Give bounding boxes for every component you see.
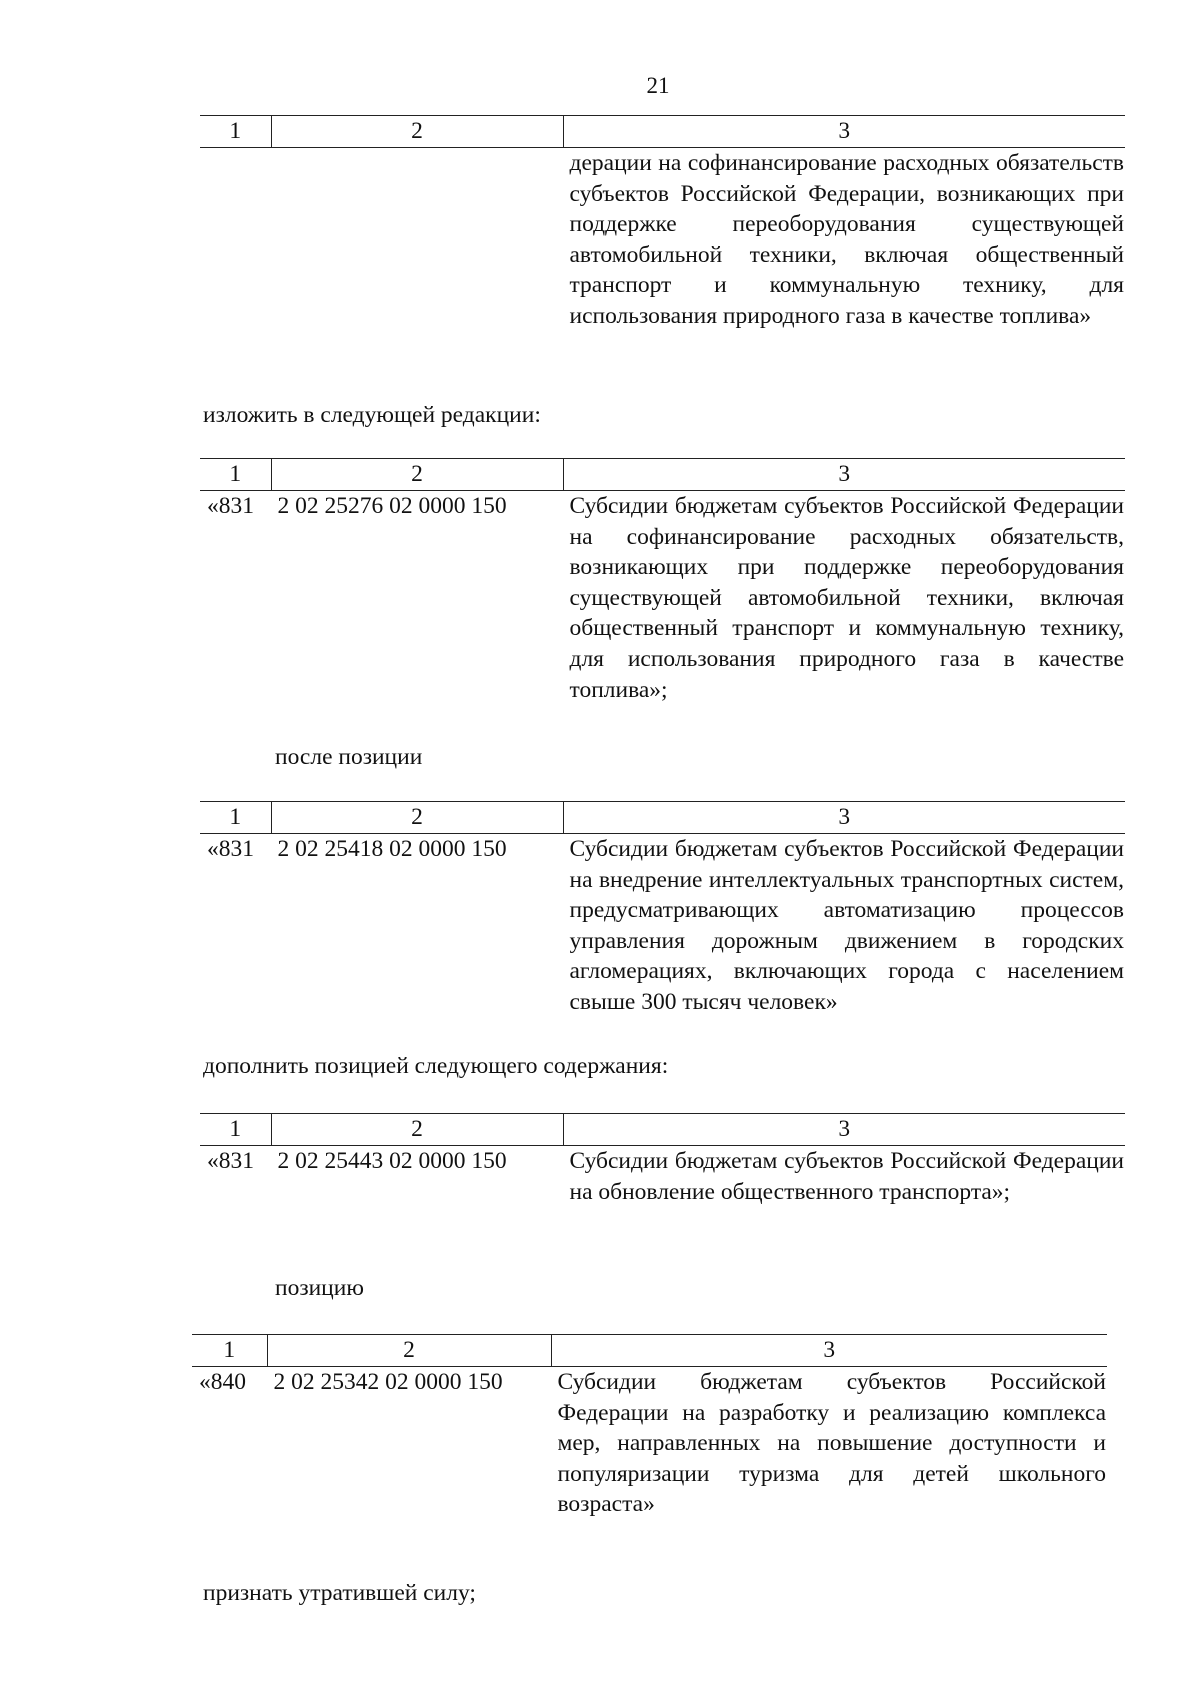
description-cell: дерации на софинансирование расходных обязательств субъектов Российской Федерации, возникающих при поддержке переоборудования существующей автомобильной техники, включая общественный транспорт и коммунальную технику, для использования природного газа в качестве топлива»	[569, 150, 1124, 329]
header-col-2: 2	[271, 802, 563, 834]
table-4	[200, 1113, 1125, 1207]
table-header-row	[200, 116, 1125, 148]
header-col-1: 1	[200, 459, 271, 491]
code-cell	[200, 148, 271, 332]
header-col-3: 3	[563, 802, 1125, 834]
code-cell: «840	[199, 1369, 246, 1395]
table-row	[200, 148, 1125, 332]
description-cell: Субсидии бюджетам субъектов Российской Федерации на софинансирование расходных обязательств, возникающих при поддержке переоборудования существующей автомобильной техники, включая общественный транспорт и коммунальную технику, для использования природного газа в качестве топлива»;	[569, 493, 1124, 703]
instruction-text-5: признать утратившей силу;	[203, 1580, 476, 1606]
table-row	[192, 1367, 1107, 1520]
code-cell: «831	[207, 836, 254, 862]
kbk-cell: 2 02 25418 02 0000 150	[277, 836, 507, 862]
header-col-3: 3	[563, 1114, 1125, 1146]
header-col-3: 3	[551, 1335, 1107, 1367]
description-cell: Субсидии бюджетам субъектов Российской Федерации на внедрение интеллектуальных транспортных систем, предусматривающих автоматизацию процессов управления дорожным движением в городских агломерациях, включающих города с населением свыше 300 тысяч человек»	[569, 836, 1124, 1015]
instruction-text-2: после позиции	[275, 744, 423, 770]
header-col-1: 1	[200, 1114, 271, 1146]
header-col-1: 1	[200, 116, 271, 148]
header-col-2: 2	[271, 1114, 563, 1146]
header-col-1: 1	[200, 802, 271, 834]
code-cell: «831	[207, 493, 254, 519]
table-header-row	[192, 1335, 1107, 1367]
kbk-cell: 2 02 25443 02 0000 150	[277, 1148, 507, 1174]
table-header-row	[200, 459, 1125, 491]
description-cell: Субсидии бюджетам субъектов Российской Федерации на разработку и реализацию комплекса мер, направленных на повышение доступности и популяризации туризма для детей школьного возраста»	[557, 1369, 1106, 1518]
instruction-text-3: дополнить позицией следующего содержания:	[203, 1053, 669, 1079]
header-col-2: 2	[271, 116, 563, 148]
table-header-row	[200, 1114, 1125, 1146]
kbk-cell	[271, 148, 563, 332]
table-header-row	[200, 802, 1125, 834]
kbk-cell: 2 02 25276 02 0000 150	[277, 493, 507, 519]
header-col-1: 1	[192, 1335, 267, 1367]
table-5	[192, 1334, 1107, 1520]
instruction-text-1: изложить в следующей редакции:	[203, 402, 541, 428]
table-1	[200, 115, 1125, 332]
header-col-3: 3	[563, 116, 1125, 148]
description-cell: Субсидии бюджетам субъектов Российской Федерации на обновление общественного транспорта»;	[569, 1148, 1124, 1205]
table-row	[200, 1146, 1125, 1208]
code-cell: «831	[207, 1148, 254, 1174]
table-3	[200, 801, 1125, 1018]
table-row	[200, 834, 1125, 1018]
page-number: 21	[646, 73, 670, 98]
table-row	[200, 491, 1125, 706]
kbk-cell: 2 02 25342 02 0000 150	[273, 1369, 503, 1395]
header-col-2: 2	[267, 1335, 551, 1367]
header-col-3: 3	[563, 459, 1125, 491]
header-col-2: 2	[271, 459, 563, 491]
table-2	[200, 458, 1125, 705]
instruction-text-4: позицию	[275, 1275, 364, 1301]
